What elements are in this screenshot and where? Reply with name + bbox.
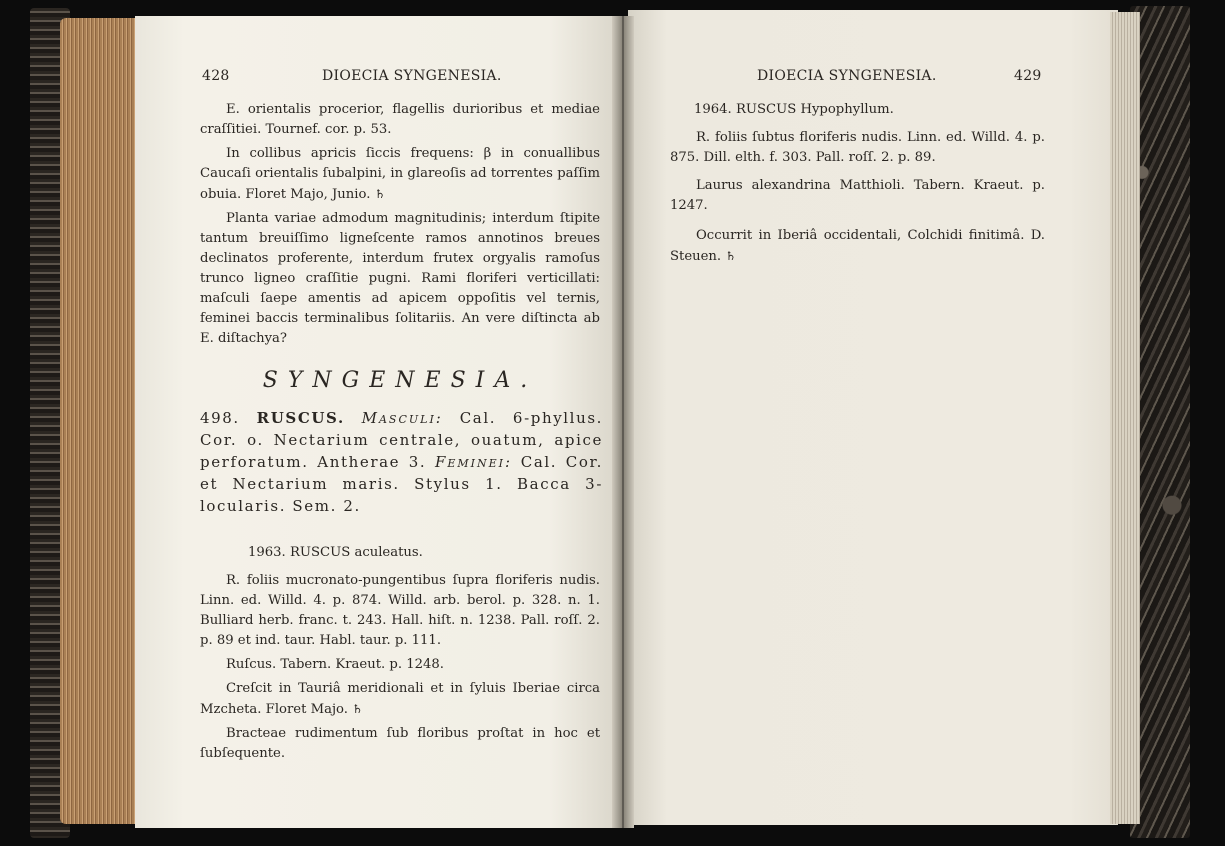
feminei-label: Feminei: [434,453,513,471]
species-diagnosis: R. foliis ſubtus floriferis nudis. Linn. ed. Willd. 4. p. 875. Dill. elth. f. 303. Pall. roſſ. 2. p. 89. [670,130,1045,165]
species-heading [694,100,1045,120]
paragraph [200,144,600,205]
species-heading [248,543,600,563]
shrub-symbol-icon: ♄ [374,187,386,201]
species-number: 1964. [694,102,732,117]
right-page-number: 429 [1014,68,1042,84]
species-name: RUSCUS aculeatus. [289,545,423,560]
species-number: 1963. [248,545,286,560]
species-1964 [670,100,1045,267]
habitat-text: Occurrit in Iberiâ occidentali, Colchidi finitimâ. D. Steuen. [670,228,1045,264]
paragraph: E. orientalis procerior, flagellis durioribus et mediae craſſitiei. Tournef. cor. p. 53. [200,102,600,137]
section-title: SYNGENESIA. [262,368,538,393]
shrub-symbol-icon: ♄ [725,249,737,263]
species-habitat [670,226,1045,267]
species-diagnosis: R. foliis mucronato-pungentibus ſupra floriferis nudis. Linn. ed. Willd. 4. p. 874. Willd. arb. berol. p. 328. n. 1. Bulliard herb. franc. t. 243. Hall. hiſt. n. 1238. Pall. roſſ. 2. p. 89 et ind. taur. Habl. taur. p. 111. [200,573,600,648]
paragraph: Planta variae admodum magnitudinis; interdum ſtipite tantum breuiſſimo ligneſcente ramos annotinos breues declinatos proferente, interdum frutex orgyalis ramoſus trunco ligneo craſſitie pugni. Rami floriferi verticillati: maſculi ſaepe amentis ad apicem oppoſitis vel ternis, feminei baccis terminalibus ſolitariis. An vere diſtincta ab E. diſtachya? [200,211,600,346]
left-running-head: DIOECIA SYNGENESIA. [322,68,502,84]
left-continuation [200,100,600,349]
masculi-label: Masculi: [361,409,443,427]
genus-name: RUSCUS. [256,409,345,427]
species-synonym: Ruſcus. Tabern. Kraeut. p. 1248. [226,657,444,672]
left-page-number: 428 [202,68,230,84]
habitat-text: Creſcit in Tauriâ meridionali et in ſyluis Iberiae circa Mzcheta. Floret Majo. [200,681,600,717]
paragraph-text: In collibus apricis ſiccis frequens: β in conuallibus Caucaſi orientalis ſubalpini, in glareoſis ad torrentes paſſim obuia. Floret Majo, Junio. [200,146,600,202]
species-note: Bracteae rudimentum ſub floribus proſtat in hoc et ſubſequente. [200,726,600,761]
masculi-text: Cal. 6-phyllus. Cor. o. Nectarium centrale, ouatum, apice perforatum. Antherae 3. [200,409,603,471]
right-running-head: DIOECIA SYNGENESIA. [757,68,937,84]
genus-description [200,407,603,517]
shrub-symbol-icon: ♄ [352,702,363,716]
species-1963 [200,543,600,764]
page-stack-right [1110,12,1140,824]
species-synonym: Laurus alexandrina Matthioli. Tabern. Kraeut. p. 1247. [670,178,1045,213]
species-name: RUSCUS Hypophyllum. [735,102,894,117]
book-gutter [612,16,634,828]
feminei-text: Cal. Cor. et Nectarium maris. Stylus 1. Bacca 3-locularis. Sem. 2. [200,453,604,515]
genus-number: 498. [200,409,240,427]
species-habitat [200,679,600,720]
